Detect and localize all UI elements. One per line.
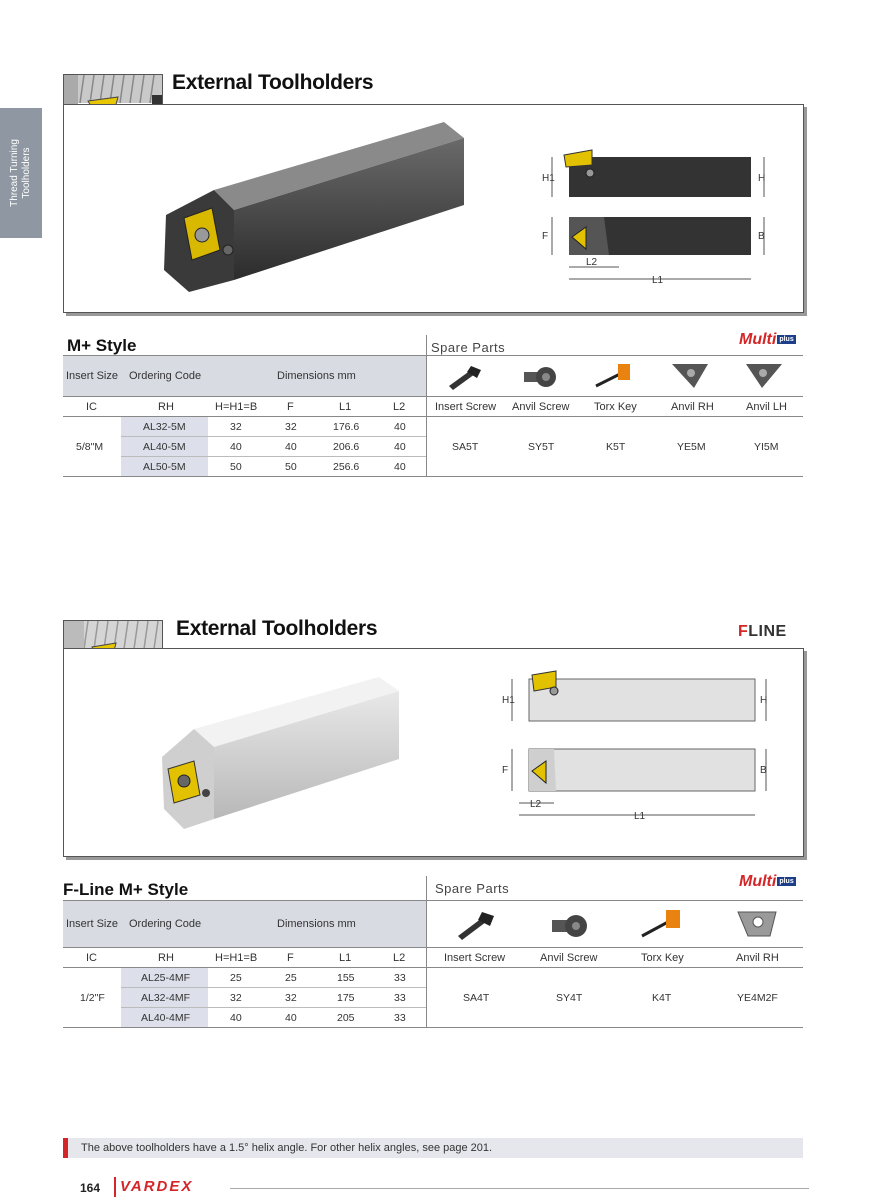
spare-code-insert-screw-2: SA4T — [463, 992, 490, 1004]
col-h: H=H1=B — [215, 401, 258, 413]
col-rh-2: RH — [158, 952, 174, 964]
dim-label-b: B — [758, 231, 765, 242]
multi-plus-logo-1: Multi plus — [739, 331, 794, 348]
spare-name-anvil-rh: Anvil RH — [671, 401, 714, 413]
col-l1-2: L1 — [339, 952, 352, 964]
vardex-logo: VARDEX — [120, 1178, 194, 1195]
dim-label-h: H — [758, 173, 766, 184]
fline-logo: FLINE — [738, 623, 787, 640]
spare-name-anvil-rh-2: Anvil RH — [736, 952, 779, 964]
spare-code-torx-key-2: K4T — [652, 992, 672, 1004]
fline-dimension-drawing — [494, 669, 774, 854]
col-f: F — [287, 401, 294, 413]
header-ordering-code: Ordering Code — [129, 370, 202, 382]
dimension-drawing — [534, 145, 794, 325]
spare-code-anvil-screw-2: SY4T — [556, 992, 583, 1004]
footnote-bar — [63, 1138, 803, 1158]
col-ic-2: IC — [86, 952, 97, 964]
spare-name-torx-key-2: Torx Key — [641, 952, 684, 964]
dim-label-f: F — [542, 231, 549, 242]
side-tab-line1: Thread Turning — [9, 139, 20, 207]
insert-screw-icon — [445, 362, 485, 392]
anvil-screw-icon — [520, 362, 560, 392]
dim-label-b-2: B — [760, 765, 767, 776]
spare-name-torx-key: Torx Key — [594, 401, 637, 413]
dim-label-h1: H1 — [542, 173, 555, 184]
dim-label-f-2: F — [502, 765, 509, 776]
insert-screw-icon — [454, 908, 498, 942]
multi-plus-logo-2: Multi plus — [739, 873, 794, 890]
section-title-2: External Toolholders — [176, 617, 378, 640]
spare-code-anvil-rh: YE5M — [677, 441, 706, 453]
footnote-text: The above toolholders have a 1.5° helix angle. For other helix angles, see page 201. — [81, 1142, 493, 1154]
col-l2-2: L2 — [393, 952, 406, 964]
page-number: 164 — [80, 1181, 101, 1195]
col-l1: L1 — [339, 401, 352, 413]
table-subtitle-2: F-Line M+ Style — [63, 880, 189, 899]
spare-code-insert-screw: SA5T — [452, 441, 479, 453]
col-l2: L2 — [393, 401, 406, 413]
col-f-2: F — [287, 952, 294, 964]
table-subtitle-1: M+ Style — [67, 336, 137, 355]
dim-label-h1-2: H1 — [502, 695, 515, 706]
spare-parts-title-2: Spare Parts — [435, 881, 510, 896]
spare-name-insert-screw-2: Insert Screw — [444, 952, 506, 964]
spare-name-insert-screw: Insert Screw — [435, 401, 497, 413]
spare-name-anvil-screw-2: Anvil Screw — [540, 952, 598, 964]
torx-key-icon — [640, 906, 684, 940]
section-side-tab[interactable] — [0, 108, 42, 238]
spare-code-anvil-rh-2: YE4M2F — [737, 992, 778, 1004]
header-dimensions: Dimensions mm — [277, 370, 356, 382]
header-insert-size-2: Insert Size — [66, 918, 118, 930]
dim-label-l2: L2 — [586, 257, 598, 268]
header-ordering-code-2: Ordering Code — [129, 918, 202, 930]
fline-toolholder-3d-image — [154, 669, 514, 869]
ic-value: 5/8"M — [76, 441, 104, 453]
toolholder-3d-image — [154, 110, 574, 315]
ic-value-2: 1/2"F — [80, 992, 105, 1004]
anvil-rh-icon — [734, 906, 780, 942]
dim-label-l1-2: L1 — [634, 811, 646, 822]
header-dimensions-2: Dimensions mm — [277, 918, 356, 930]
spare-parts-title-1: Spare Parts — [431, 340, 506, 355]
spare-name-anvil-lh: Anvil LH — [746, 401, 787, 413]
dim-label-h-2: H — [760, 695, 768, 706]
torx-key-icon — [594, 360, 634, 390]
dim-label-l2-2: L2 — [530, 799, 542, 810]
spare-name-anvil-screw: Anvil Screw — [512, 401, 570, 413]
anvil-lh-icon — [742, 360, 786, 392]
col-rh: RH — [158, 401, 174, 413]
header-insert-size: Insert Size — [66, 370, 118, 382]
col-ic: IC — [86, 401, 97, 413]
product-image-panel-1 — [63, 104, 804, 313]
dim-label-l1: L1 — [652, 275, 664, 286]
product-image-panel-2 — [63, 648, 804, 857]
anvil-screw-icon — [548, 908, 592, 942]
side-tab-line2: Toolholders — [21, 147, 32, 199]
spare-code-anvil-screw: SY5T — [528, 441, 555, 453]
anvil-rh-icon — [668, 360, 712, 392]
section-title-1: External Toolholders — [172, 71, 374, 94]
spare-code-torx-key: K5T — [606, 441, 626, 453]
col-h-2: H=H1=B — [215, 952, 258, 964]
spare-code-anvil-lh: YI5M — [754, 441, 779, 453]
